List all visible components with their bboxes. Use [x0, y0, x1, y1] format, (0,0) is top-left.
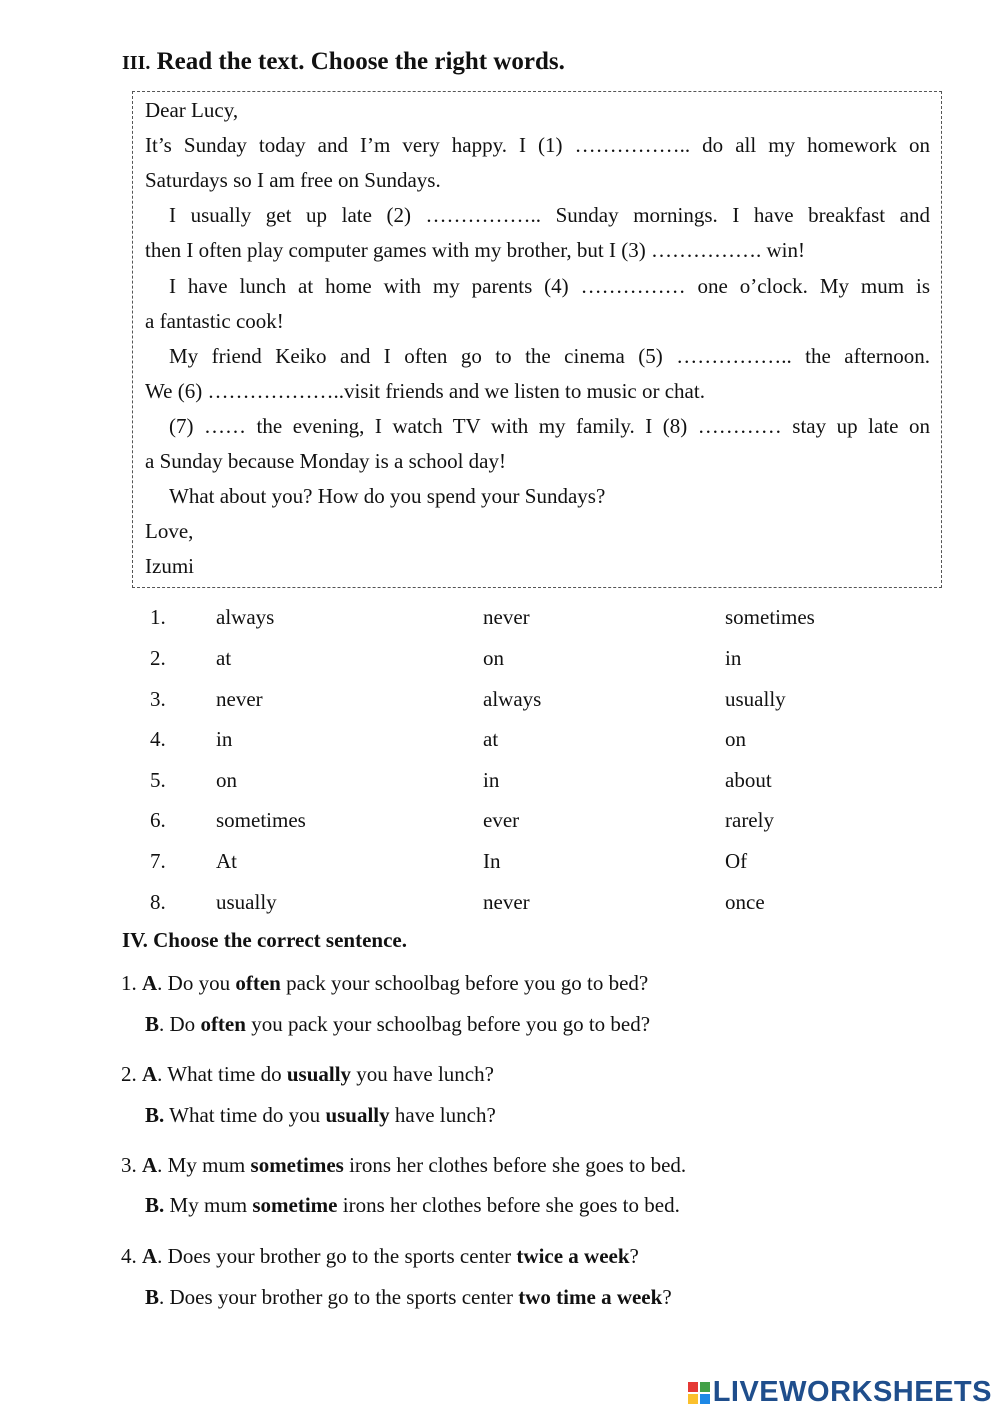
question-4-option-b[interactable]: [145, 1282, 672, 1312]
question-number: 2.: [121, 1062, 137, 1086]
option-a[interactable]: at: [216, 646, 232, 670]
option-number: 6.: [150, 808, 166, 832]
letter-signature: Izumi: [145, 554, 194, 578]
option-label: A: [142, 1062, 158, 1086]
question-number: 1.: [121, 971, 137, 995]
letter-line: a Sunday because Monday is a school day!: [145, 449, 506, 473]
option-number: 8.: [150, 890, 166, 914]
option-a[interactable]: always: [216, 605, 275, 629]
logo-square-red: [688, 1382, 698, 1392]
option-label: A: [142, 1153, 158, 1177]
letter-line: a fantastic cook!: [145, 309, 284, 333]
sentence-bold: twice a week: [516, 1244, 630, 1268]
section-4-title: IV. Choose the correct sentence.: [122, 928, 407, 952]
sentence-pre: . My mum: [157, 1153, 251, 1177]
sentence-pre: What time do you: [164, 1103, 326, 1127]
option-b[interactable]: In: [483, 849, 501, 873]
sentence-pre: . Do: [159, 1012, 201, 1036]
letter-line: It’s Sunday today and I’m very happy. I (1) …………….. do all my homework on: [145, 133, 930, 157]
sentence-post: irons her clothes before she goes to bed.: [337, 1193, 680, 1217]
option-c[interactable]: in: [725, 646, 742, 670]
logo-square-green: [700, 1382, 710, 1392]
option-label: A: [142, 971, 158, 995]
question-number: 4.: [121, 1244, 137, 1268]
letter-line: We (6) ………………..visit friends and we listen to music or chat.: [145, 379, 705, 403]
section-3-heading: Read the text. Choose the right words.: [156, 48, 565, 75]
option-label: A: [142, 1244, 158, 1268]
letter-line: My friend Keiko and I often go to the cinema (5) …………….. the afternoon.: [169, 344, 930, 368]
sentence-bold: usually: [325, 1103, 390, 1127]
section-3-title: [122, 48, 565, 76]
section-3-roman: III.: [122, 52, 151, 74]
letter-line: What about you? How do you spend your Sundays?: [169, 484, 606, 508]
option-label: B: [145, 1285, 160, 1309]
option-b[interactable]: on: [483, 646, 504, 670]
question-1-option-b[interactable]: [145, 1009, 650, 1039]
sentence-post: irons her clothes before she goes to bed.: [343, 1153, 687, 1177]
option-a[interactable]: usually: [216, 890, 277, 914]
option-number: 3.: [150, 687, 166, 711]
option-c[interactable]: Of: [725, 849, 748, 873]
option-number: 7.: [150, 849, 166, 873]
option-label: B.: [145, 1193, 165, 1217]
question-1-option-a[interactable]: [121, 968, 648, 998]
letter-line: (7) …… the evening, I watch TV with my family. I (8) ………… stay up late on: [169, 414, 930, 438]
option-c[interactable]: rarely: [725, 808, 774, 832]
option-label: B: [145, 1012, 160, 1036]
question-number: 3.: [121, 1153, 137, 1177]
sentence-pre: . Does your brother go to the sports center: [159, 1285, 519, 1309]
sentence-post: ?: [629, 1244, 639, 1268]
option-a[interactable]: sometimes: [216, 808, 306, 832]
sentence-pre: . Does your brother go to the sports center: [157, 1244, 517, 1268]
letter-signoff: Love,: [145, 519, 194, 543]
sentence-bold: often: [200, 1012, 246, 1036]
sentence-pre: . Do you: [157, 971, 236, 995]
sentence-post: ?: [662, 1285, 672, 1309]
logo-square-yellow: [688, 1394, 698, 1404]
question-4-option-a[interactable]: [121, 1241, 639, 1271]
option-a[interactable]: At: [216, 849, 237, 873]
option-label: B.: [145, 1103, 165, 1127]
sentence-bold: usually: [286, 1062, 352, 1086]
letter-line: then I often play computer games with my brother, but I (3) ……………. win!: [145, 238, 805, 262]
logo-text: LIVEWORKSHEETS: [712, 1376, 992, 1408]
letter-greeting: Dear Lucy,: [145, 98, 239, 122]
option-c[interactable]: on: [725, 727, 746, 751]
letter-line: I have lunch at home with my parents (4) …………… one o’clock. My mum is: [169, 274, 930, 298]
sentence-bold: sometimes: [250, 1153, 344, 1177]
option-b[interactable]: never: [483, 890, 530, 914]
sentence-pre: My mum: [164, 1193, 253, 1217]
option-b[interactable]: at: [483, 727, 499, 751]
option-a[interactable]: on: [216, 768, 237, 792]
option-c[interactable]: sometimes: [725, 605, 815, 629]
option-number: 4.: [150, 727, 166, 751]
option-number: 2.: [150, 646, 166, 670]
sentence-post: you pack your schoolbag before you go to bed?: [245, 1012, 651, 1036]
liveworksheets-logo: [688, 1376, 992, 1409]
logo-mark-icon: [688, 1382, 710, 1404]
sentence-post: have lunch?: [389, 1103, 496, 1127]
option-a[interactable]: in: [216, 727, 233, 751]
option-number: 1.: [150, 605, 166, 629]
sentence-bold: sometime: [252, 1193, 338, 1217]
question-2-option-b[interactable]: [145, 1100, 496, 1130]
option-c[interactable]: usually: [725, 687, 786, 711]
sentence-post: you have lunch?: [351, 1062, 494, 1086]
letter-line: Saturdays so I am free on Sundays.: [145, 168, 441, 192]
option-a[interactable]: never: [216, 687, 263, 711]
sentence-post: pack your schoolbag before you go to bed?: [280, 971, 649, 995]
option-c[interactable]: about: [725, 768, 772, 792]
sentence-bold: two time a week: [518, 1285, 663, 1309]
option-c[interactable]: once: [725, 890, 765, 914]
option-number: 5.: [150, 768, 166, 792]
option-b[interactable]: always: [483, 687, 542, 711]
option-b[interactable]: never: [483, 605, 530, 629]
letter-line: I usually get up late (2) …………….. Sunday mornings. I have breakfast and: [169, 203, 930, 227]
question-3-option-b[interactable]: [145, 1190, 680, 1220]
logo-square-blue: [700, 1394, 710, 1404]
question-3-option-a[interactable]: [121, 1150, 686, 1180]
option-b[interactable]: in: [483, 768, 500, 792]
question-2-option-a[interactable]: [121, 1059, 494, 1089]
sentence-pre: . What time do: [157, 1062, 287, 1086]
sentence-bold: often: [235, 971, 281, 995]
option-b[interactable]: ever: [483, 808, 520, 832]
